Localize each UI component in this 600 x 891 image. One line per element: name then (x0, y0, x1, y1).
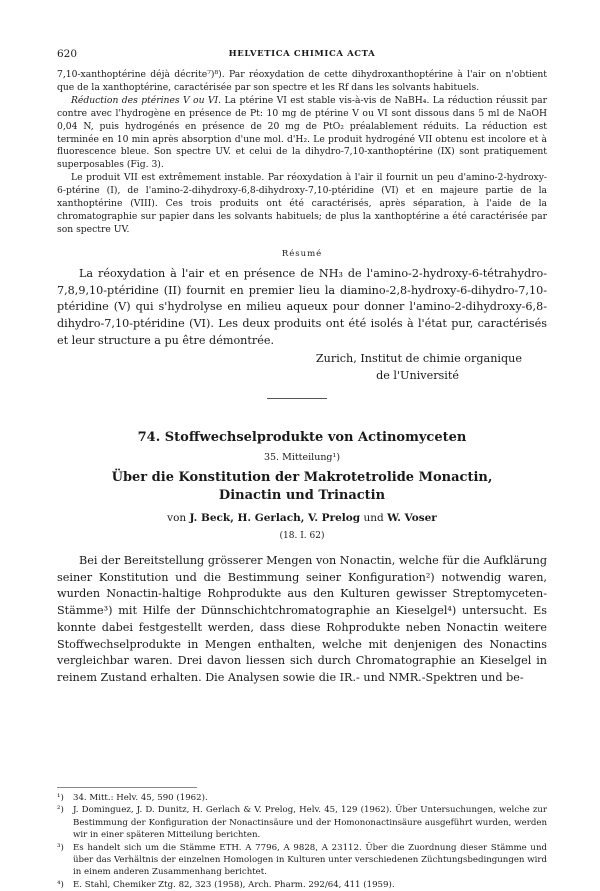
article-title: 74. Stoffwechselprodukte von Actinomyceten (137, 430, 467, 445)
footnote-text: E. Stahl, Chemiker Ztg. 82, 323 (1958), Arch. Pharm. 292/64, 411 (1959). (73, 879, 395, 890)
paragraph: Le produit VII est extrêmement instable. Par réoxydation à l'air il fournit un peu d'amino-2-hydroxy-6-ptérine (I), de l'amino-2-dihydroxy-6,8-dihydroxy-7,10-ptéridine (VI) et en majeure partie de la xanthoptérine (VIII). Ces trois produits ont été caractérisés, après séparation, à l'aide de la chromatographie sur papier dans les solvants habituels; de plus la xanthoptérine a été caractérisée par son spectre UV. (57, 172, 547, 235)
footnote-text: J. Dominguez, J. D. Dunitz, H. Gerlach & V. Prelog, Helv. 45, 129 (1962). Über Untersuchungen, welche zur Bestimmung der Konfiguration der Nonactinsäure und der Homononactinsäure ausgeführt wurden, werden wir in einer späteren Mitteilung berichten. (73, 805, 547, 841)
resume-heading: Résumé (281, 249, 323, 259)
section-title: Réduction des ptérines V ou VI. (71, 94, 222, 106)
affiliation-line: Zurich, Institut de chimie organique (315, 352, 522, 365)
article-subtitle (57, 469, 547, 505)
received-date: (18. I. 62) (279, 531, 325, 541)
footnote-mark: ⁴) (57, 879, 64, 890)
footnote-mark: ²) (57, 805, 64, 816)
article-body (57, 553, 547, 687)
footnote-mark: ¹) (57, 793, 64, 803)
footnote (57, 804, 547, 841)
communication-number: 35. Mitteilung¹) (263, 452, 341, 463)
journal-title: HELVETICA CHIMICA ACTA (228, 49, 376, 59)
footnotes (57, 792, 547, 891)
subtitle-line: Dinactin und Trinactin (218, 488, 386, 503)
resume-text (57, 266, 547, 350)
page-header (57, 48, 547, 62)
paragraph: Bei der Bereitstellung grösserer Mengen von Nonactin, welche für die Aufklärung seiner Konstitution und die Bestimmung seiner Konfiguration²) notwendig waren, wurden Nonactin-haltige Rohprodukte aus den Kulturen gewisser Streptomyceten-Stämme³) mit Hilfe der Dünnschichtchromatographie an Kieselgel⁴) untersucht. Es konnte dabei festgestellt werden, dass diese Rohprodukte neben Nonactin weitere Stoffwechselprodukte in Mengen enthalten, welche mit denjenigen des Nonactins vergleichbar waren. Drei davon liessen sich durch Chromatographie an Kieselgel in reinem Zustand erhalten. Die Analysen sowie die IR.- und NMR.-Spektren und be- (57, 554, 547, 684)
continued-text (57, 69, 547, 237)
paragraph (57, 95, 547, 172)
paragraph: La réoxydation à l'air et en présence de NH₃ de l'amino-2-hydroxy-6-tétrahydro-7,8,9,10-ptéridine (II) fournit en premier lieu la diamino-2,8-hydroxy-6-dihydro-7,10-ptéridine (V) qui s'hydrolyse en milieu aqueux pour donner l'amino-2-dihydroxy-6,8-dihydro-7,10-ptéridine (VI). Les deux produits ont été isolés à l'état pur, caractérisés et leur structure a pu être démontrée. (57, 267, 547, 347)
footnote-text: Es handelt sich um die Stämme ETH. A 7796, A 9828, A 23112. Über die Zuordnung dieser Stämme und über das Verhältnis der einzelnen Homologen in Kulturen unter verschiedenen Züchtungsbedingungen wird in einem anderen Zusammenhang berichtet. (73, 842, 547, 878)
affiliation-line: de l'Université (376, 368, 459, 382)
authors-prefix: von (167, 512, 187, 524)
footnote (57, 879, 547, 891)
subtitle-line: Über die Konstitution der Makrotetrolide Monactin, (111, 470, 493, 485)
footnote-mark: ³) (57, 842, 64, 853)
footnote (57, 842, 547, 879)
footnote (57, 792, 547, 804)
page-number: 620 (57, 48, 78, 60)
authors-conjunction: und (363, 512, 384, 524)
footnote-text: 34. Mitt.: Helv. 45, 590 (1962). (73, 793, 208, 803)
author-names: J. Beck, H. Gerlach, V. Prelog (189, 512, 361, 524)
separator-rule (267, 398, 327, 399)
paragraph: 7,10-xanthoptérine déjà décrite⁷)⁸). Par réoxydation de cette dihydroxanthoptérine à l'air on n'obtient que de la xanthoptérine, caractérisée par son spectre et les Rf dans les solvants habituels. (57, 69, 547, 93)
author-names: W. Voser (387, 512, 437, 524)
affiliation (57, 351, 547, 384)
authors (57, 512, 547, 524)
paragraph-body: La ptérine VI est stable vis-à-vis de NaBH₄. La réduction réussit par contre avec l'hydrogène en présence de Pt: 10 mg de ptérine V ou VI sont dissous dans 5 ml de NaOH 0,04 N, puis hydrogénés en présence de 20 mg de PtO₂ préalablement réduits. La réduction est terminée en 10 min après absorption d'une mol. d'H₂. Le produit hydrogéné VII obtenu est incolore et à fluorescence bleue. Son spectre UV. et celui de la dihydro-7,10-xanthoptérine (IX) sont pratiquement superposables (Fig. 3). (57, 94, 547, 171)
footnote-rule (57, 787, 197, 788)
